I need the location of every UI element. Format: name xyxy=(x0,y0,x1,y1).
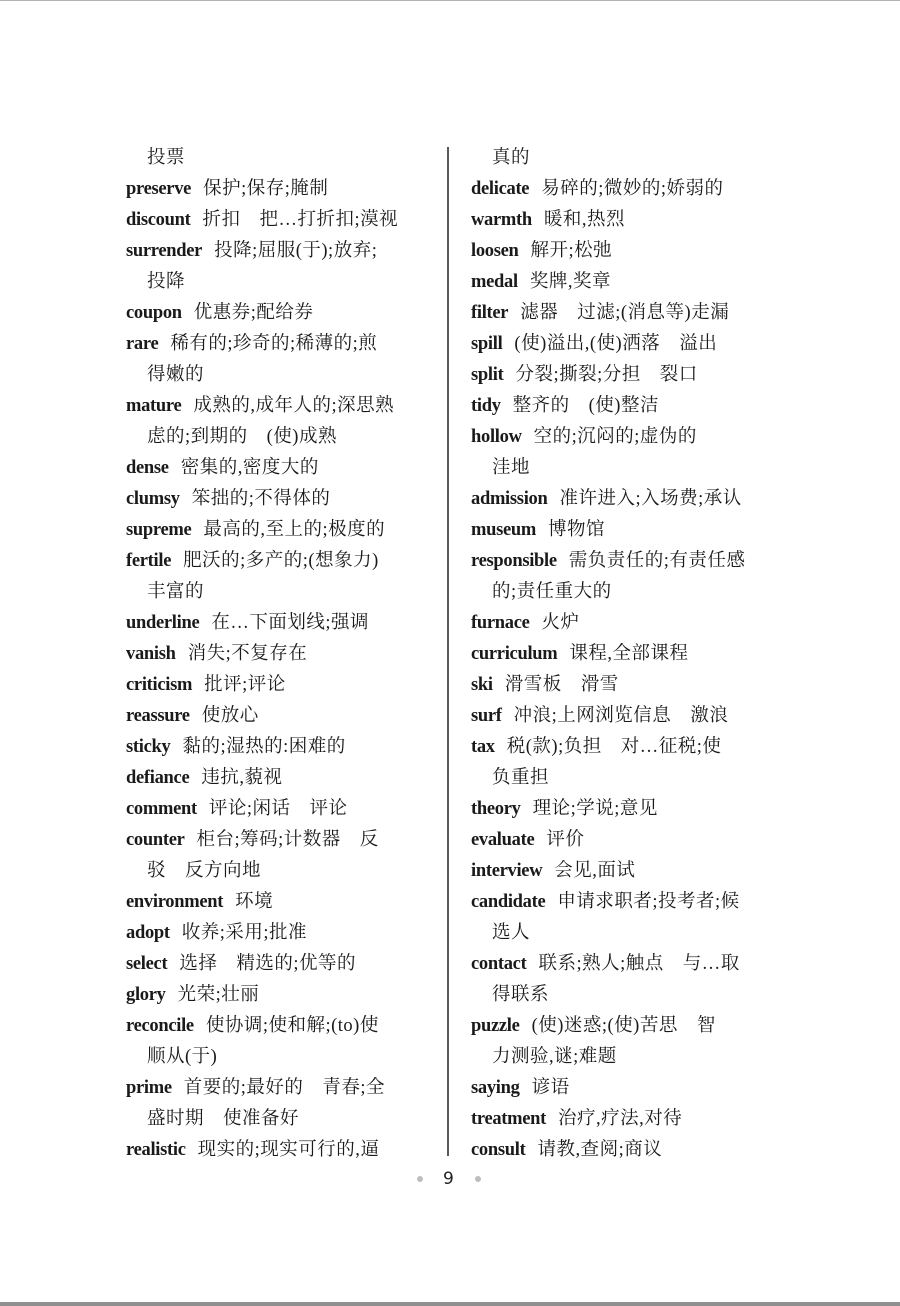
vocab-definition: 治疗,疗法,对待 xyxy=(558,1109,683,1129)
entry-continuation xyxy=(471,763,781,794)
vocab-word: prime xyxy=(126,1078,172,1098)
vocab-word: medal xyxy=(471,272,518,292)
vocab-entry xyxy=(126,794,436,825)
vocab-entry xyxy=(471,515,781,546)
vocab-entry xyxy=(126,949,436,980)
vocab-definition: 顺从(于) xyxy=(147,1047,218,1067)
vocab-word: curriculum xyxy=(471,644,558,664)
vocab-word: comment xyxy=(126,799,197,819)
vocab-entry xyxy=(126,391,436,422)
vocab-word: rare xyxy=(126,334,159,354)
vocab-definition: 滑雪板 滑雪 xyxy=(504,675,619,695)
vocab-word: theory xyxy=(471,799,521,819)
vocab-definition: 准许进入;入场费;承认 xyxy=(559,489,742,509)
vocab-definition: 联系;熟人;触点 与…取 xyxy=(538,954,740,974)
vocab-definition: 最高的,至上的;极度的 xyxy=(203,520,386,540)
vocab-definition: 投降 xyxy=(147,272,186,292)
vocab-definition: 首要的;最好的 青春;全 xyxy=(183,1078,386,1098)
vocab-definition: 违抗,藐视 xyxy=(201,768,283,788)
entry-continuation xyxy=(126,360,436,391)
vocab-entry xyxy=(471,329,781,360)
left-column xyxy=(126,143,436,1166)
vocab-entry xyxy=(471,732,781,763)
vocab-definition: 批评;评论 xyxy=(204,675,286,695)
vocab-entry xyxy=(471,484,781,515)
vocab-word: saying xyxy=(471,1078,520,1098)
vocab-definition: 真的 xyxy=(492,148,531,168)
bullet-dot-icon xyxy=(475,1176,481,1182)
vocab-word: tax xyxy=(471,737,495,757)
vocab-word: loosen xyxy=(471,241,519,261)
vocab-definition: 申请求职者;投考者;候 xyxy=(557,892,740,912)
entry-continuation xyxy=(126,1042,436,1073)
vocab-word: coupon xyxy=(126,303,182,323)
vocab-word: interview xyxy=(471,861,543,881)
vocab-definition: 使协调;使和解;(to)使 xyxy=(205,1016,379,1036)
vocab-entry xyxy=(471,856,781,887)
vocab-entry xyxy=(471,887,781,918)
vocab-entry xyxy=(126,546,436,577)
vocab-entry xyxy=(126,484,436,515)
vocab-definition: 奖牌,奖章 xyxy=(529,272,611,292)
vocab-word: consult xyxy=(471,1140,526,1160)
vocab-definition: 投降;屈服(于);放弃; xyxy=(214,241,378,261)
vocab-entry xyxy=(126,205,436,236)
vocab-definition: 消失;不复存在 xyxy=(187,644,308,664)
vocab-definition: 肥沃的;多产的;(想象力) xyxy=(183,551,379,571)
vocab-entry xyxy=(471,1135,781,1166)
vocab-word: environment xyxy=(126,892,224,912)
vocab-definition: 评价 xyxy=(546,830,585,850)
vocab-definition: 稀有的;珍奇的;稀薄的;煎 xyxy=(170,334,378,354)
vocab-entry xyxy=(471,701,781,732)
vocab-word: ski xyxy=(471,675,493,695)
vocab-word: glory xyxy=(126,985,166,1005)
vocab-entry xyxy=(471,267,781,298)
vocab-word: mature xyxy=(126,396,182,416)
vocab-definition: (使)溢出,(使)洒落 溢出 xyxy=(514,334,718,354)
vocab-word: select xyxy=(126,954,168,974)
entry-continuation xyxy=(126,856,436,887)
vocab-definition: 整齐的 (使)整洁 xyxy=(512,396,659,416)
vocab-entry xyxy=(126,825,436,856)
entry-continuation xyxy=(471,1042,781,1073)
vocab-word: surrender xyxy=(126,241,203,261)
vocab-entry xyxy=(126,1135,436,1166)
right-column xyxy=(471,143,781,1166)
vocab-entry xyxy=(126,236,436,267)
vocab-definition: 丰富的 xyxy=(147,582,205,602)
vocab-definition: 火炉 xyxy=(541,613,580,633)
vocab-word: candidate xyxy=(471,892,546,912)
page-footer xyxy=(0,1166,900,1192)
vocab-definition: 理论;学说;意见 xyxy=(532,799,658,819)
vocab-definition: 暖和,热烈 xyxy=(543,210,626,230)
vocab-word: preserve xyxy=(126,179,192,199)
vocab-word: criticism xyxy=(126,675,193,695)
vocab-word: admission xyxy=(471,489,548,509)
vocab-definition: 优惠券;配给券 xyxy=(193,303,314,323)
vocab-entry xyxy=(126,515,436,546)
vocab-definition: 得联系 xyxy=(492,985,550,1005)
vocab-word: surf xyxy=(471,706,502,726)
vocab-entry xyxy=(471,174,781,205)
vocab-definition: 盛时期 使准备好 xyxy=(147,1109,300,1129)
vocab-entry xyxy=(126,732,436,763)
vocab-definition: 笨拙的;不得体的 xyxy=(191,489,331,509)
vocab-definition: 光荣;壮丽 xyxy=(177,985,260,1005)
page-bottom-edge xyxy=(0,1302,900,1306)
entry-continuation xyxy=(126,577,436,608)
vocab-definition: 易碎的;微妙的;娇弱的 xyxy=(541,179,724,199)
vocab-definition: 会见,面试 xyxy=(554,861,636,881)
vocab-definition: 选人 xyxy=(492,923,531,943)
vocab-word: supreme xyxy=(126,520,192,540)
column-divider xyxy=(447,147,449,1156)
vocab-entry xyxy=(471,391,781,422)
vocab-definition: 选择 精选的;优等的 xyxy=(179,954,356,974)
vocab-entry xyxy=(126,763,436,794)
vocab-entry xyxy=(471,825,781,856)
vocab-definition: (使)迷惑;(使)苦思 智 xyxy=(531,1016,716,1036)
vocab-definition: 谚语 xyxy=(531,1078,570,1098)
vocab-word: spill xyxy=(471,334,503,354)
vocab-word: underline xyxy=(126,613,200,633)
vocab-definition: 投票 xyxy=(147,148,186,168)
vocab-entry xyxy=(471,546,781,577)
vocab-definition: 博物馆 xyxy=(548,520,606,540)
vocab-entry xyxy=(126,918,436,949)
vocab-definition: 柜台;筹码;计数器 反 xyxy=(196,830,379,850)
vocab-word: filter xyxy=(471,303,509,323)
vocab-entry xyxy=(471,1011,781,1042)
vocab-entry xyxy=(126,453,436,484)
vocab-entry xyxy=(471,639,781,670)
vocab-word: counter xyxy=(126,830,185,850)
vocab-definition: 收养;采用;批准 xyxy=(181,923,308,943)
entry-continuation xyxy=(126,422,436,453)
vocab-entry xyxy=(126,608,436,639)
vocab-word: reconcile xyxy=(126,1016,194,1036)
vocab-word: sticky xyxy=(126,737,171,757)
entry-continuation xyxy=(471,577,781,608)
vocab-definition: 黏的;湿热的:困难的 xyxy=(182,737,346,757)
entry-continuation xyxy=(471,918,781,949)
vocab-entry xyxy=(126,887,436,918)
vocab-definition: 分裂;撕裂;分担 裂口 xyxy=(515,365,698,385)
vocab-entry xyxy=(471,608,781,639)
vocab-entry xyxy=(471,298,781,329)
entry-continuation xyxy=(471,143,781,174)
vocab-definition: 冲浪;上网浏览信息 激浪 xyxy=(513,706,729,726)
vocab-definition: 洼地 xyxy=(492,458,531,478)
vocab-definition: 在…下面划线;强调 xyxy=(211,613,370,633)
vocab-definition: 现实的;现实可行的,逼 xyxy=(197,1140,380,1160)
vocab-entry xyxy=(126,639,436,670)
entry-continuation xyxy=(126,143,436,174)
vocab-entry xyxy=(471,794,781,825)
vocab-definition: 得嫩的 xyxy=(147,365,205,385)
vocab-definition: 需负责任的;有责任感 xyxy=(568,551,746,571)
vocab-entry xyxy=(126,670,436,701)
vocab-definition: 滤器 过滤;(消息等)走漏 xyxy=(520,303,730,323)
vocab-word: responsible xyxy=(471,551,557,571)
vocab-word: reassure xyxy=(126,706,190,726)
vocab-definition: 力测验,谜;难题 xyxy=(492,1047,617,1067)
bullet-dot-icon xyxy=(417,1176,423,1182)
vocab-entry xyxy=(126,1073,436,1104)
entry-continuation xyxy=(471,980,781,1011)
vocab-entry xyxy=(471,422,781,453)
vocab-entry xyxy=(126,1011,436,1042)
vocab-word: discount xyxy=(126,210,191,230)
vocab-definition: 使放心 xyxy=(201,706,259,726)
vocab-definition: 成熟的,成年人的;深思熟 xyxy=(193,396,395,416)
page-top-edge xyxy=(0,0,900,1)
vocab-word: split xyxy=(471,365,504,385)
vocab-definition: 环境 xyxy=(235,892,274,912)
entry-continuation xyxy=(471,453,781,484)
vocab-word: clumsy xyxy=(126,489,180,509)
vocab-definition: 的;责任重大的 xyxy=(492,582,612,602)
vocab-word: puzzle xyxy=(471,1016,520,1036)
vocab-word: vanish xyxy=(126,644,176,664)
vocab-word: hollow xyxy=(471,427,522,447)
vocab-entry xyxy=(471,1104,781,1135)
vocab-word: dense xyxy=(126,458,169,478)
vocab-word: fertile xyxy=(126,551,172,571)
vocab-entry xyxy=(126,701,436,732)
vocab-word: defiance xyxy=(126,768,190,788)
vocab-definition: 负重担 xyxy=(492,768,550,788)
vocab-entry xyxy=(471,949,781,980)
vocab-entry xyxy=(471,236,781,267)
vocab-word: evaluate xyxy=(471,830,535,850)
vocab-word: warmth xyxy=(471,210,532,230)
page-number: 9 xyxy=(443,1169,454,1189)
vocab-word: realistic xyxy=(126,1140,186,1160)
vocab-definition: 驳 反方向地 xyxy=(147,861,262,881)
vocab-definition: 折扣 把…打折扣;漠视 xyxy=(202,210,399,230)
vocab-definition: 密集的,密度大的 xyxy=(180,458,319,478)
vocab-word: tidy xyxy=(471,396,501,416)
vocab-word: adopt xyxy=(126,923,170,943)
vocab-word: furnace xyxy=(471,613,530,633)
vocab-entry xyxy=(126,298,436,329)
vocab-definition: 保护;保存;腌制 xyxy=(203,179,329,199)
vocab-definition: 课程,全部课程 xyxy=(569,644,689,664)
vocab-entry xyxy=(471,360,781,391)
vocab-word: museum xyxy=(471,520,537,540)
vocab-entry xyxy=(471,670,781,701)
vocab-definition: 请教,查阅;商议 xyxy=(537,1140,663,1160)
vocab-entry xyxy=(471,1073,781,1104)
vocab-word: contact xyxy=(471,954,527,974)
vocab-entry xyxy=(126,174,436,205)
vocab-word: delicate xyxy=(471,179,530,199)
vocab-word: treatment xyxy=(471,1109,547,1129)
entry-continuation xyxy=(126,267,436,298)
vocab-definition: 税(款);负担 对…征税;使 xyxy=(506,737,722,757)
vocab-definition: 虑的;到期的 (使)成熟 xyxy=(147,427,337,447)
vocab-entry xyxy=(126,329,436,360)
entry-continuation xyxy=(126,1104,436,1135)
vocab-definition: 评论;闲话 评论 xyxy=(208,799,348,819)
vocab-entry xyxy=(126,980,436,1011)
vocab-entry xyxy=(471,205,781,236)
vocab-definition: 空的;沉闷的;虚伪的 xyxy=(533,427,697,447)
vocab-definition: 解开;松弛 xyxy=(530,241,613,261)
